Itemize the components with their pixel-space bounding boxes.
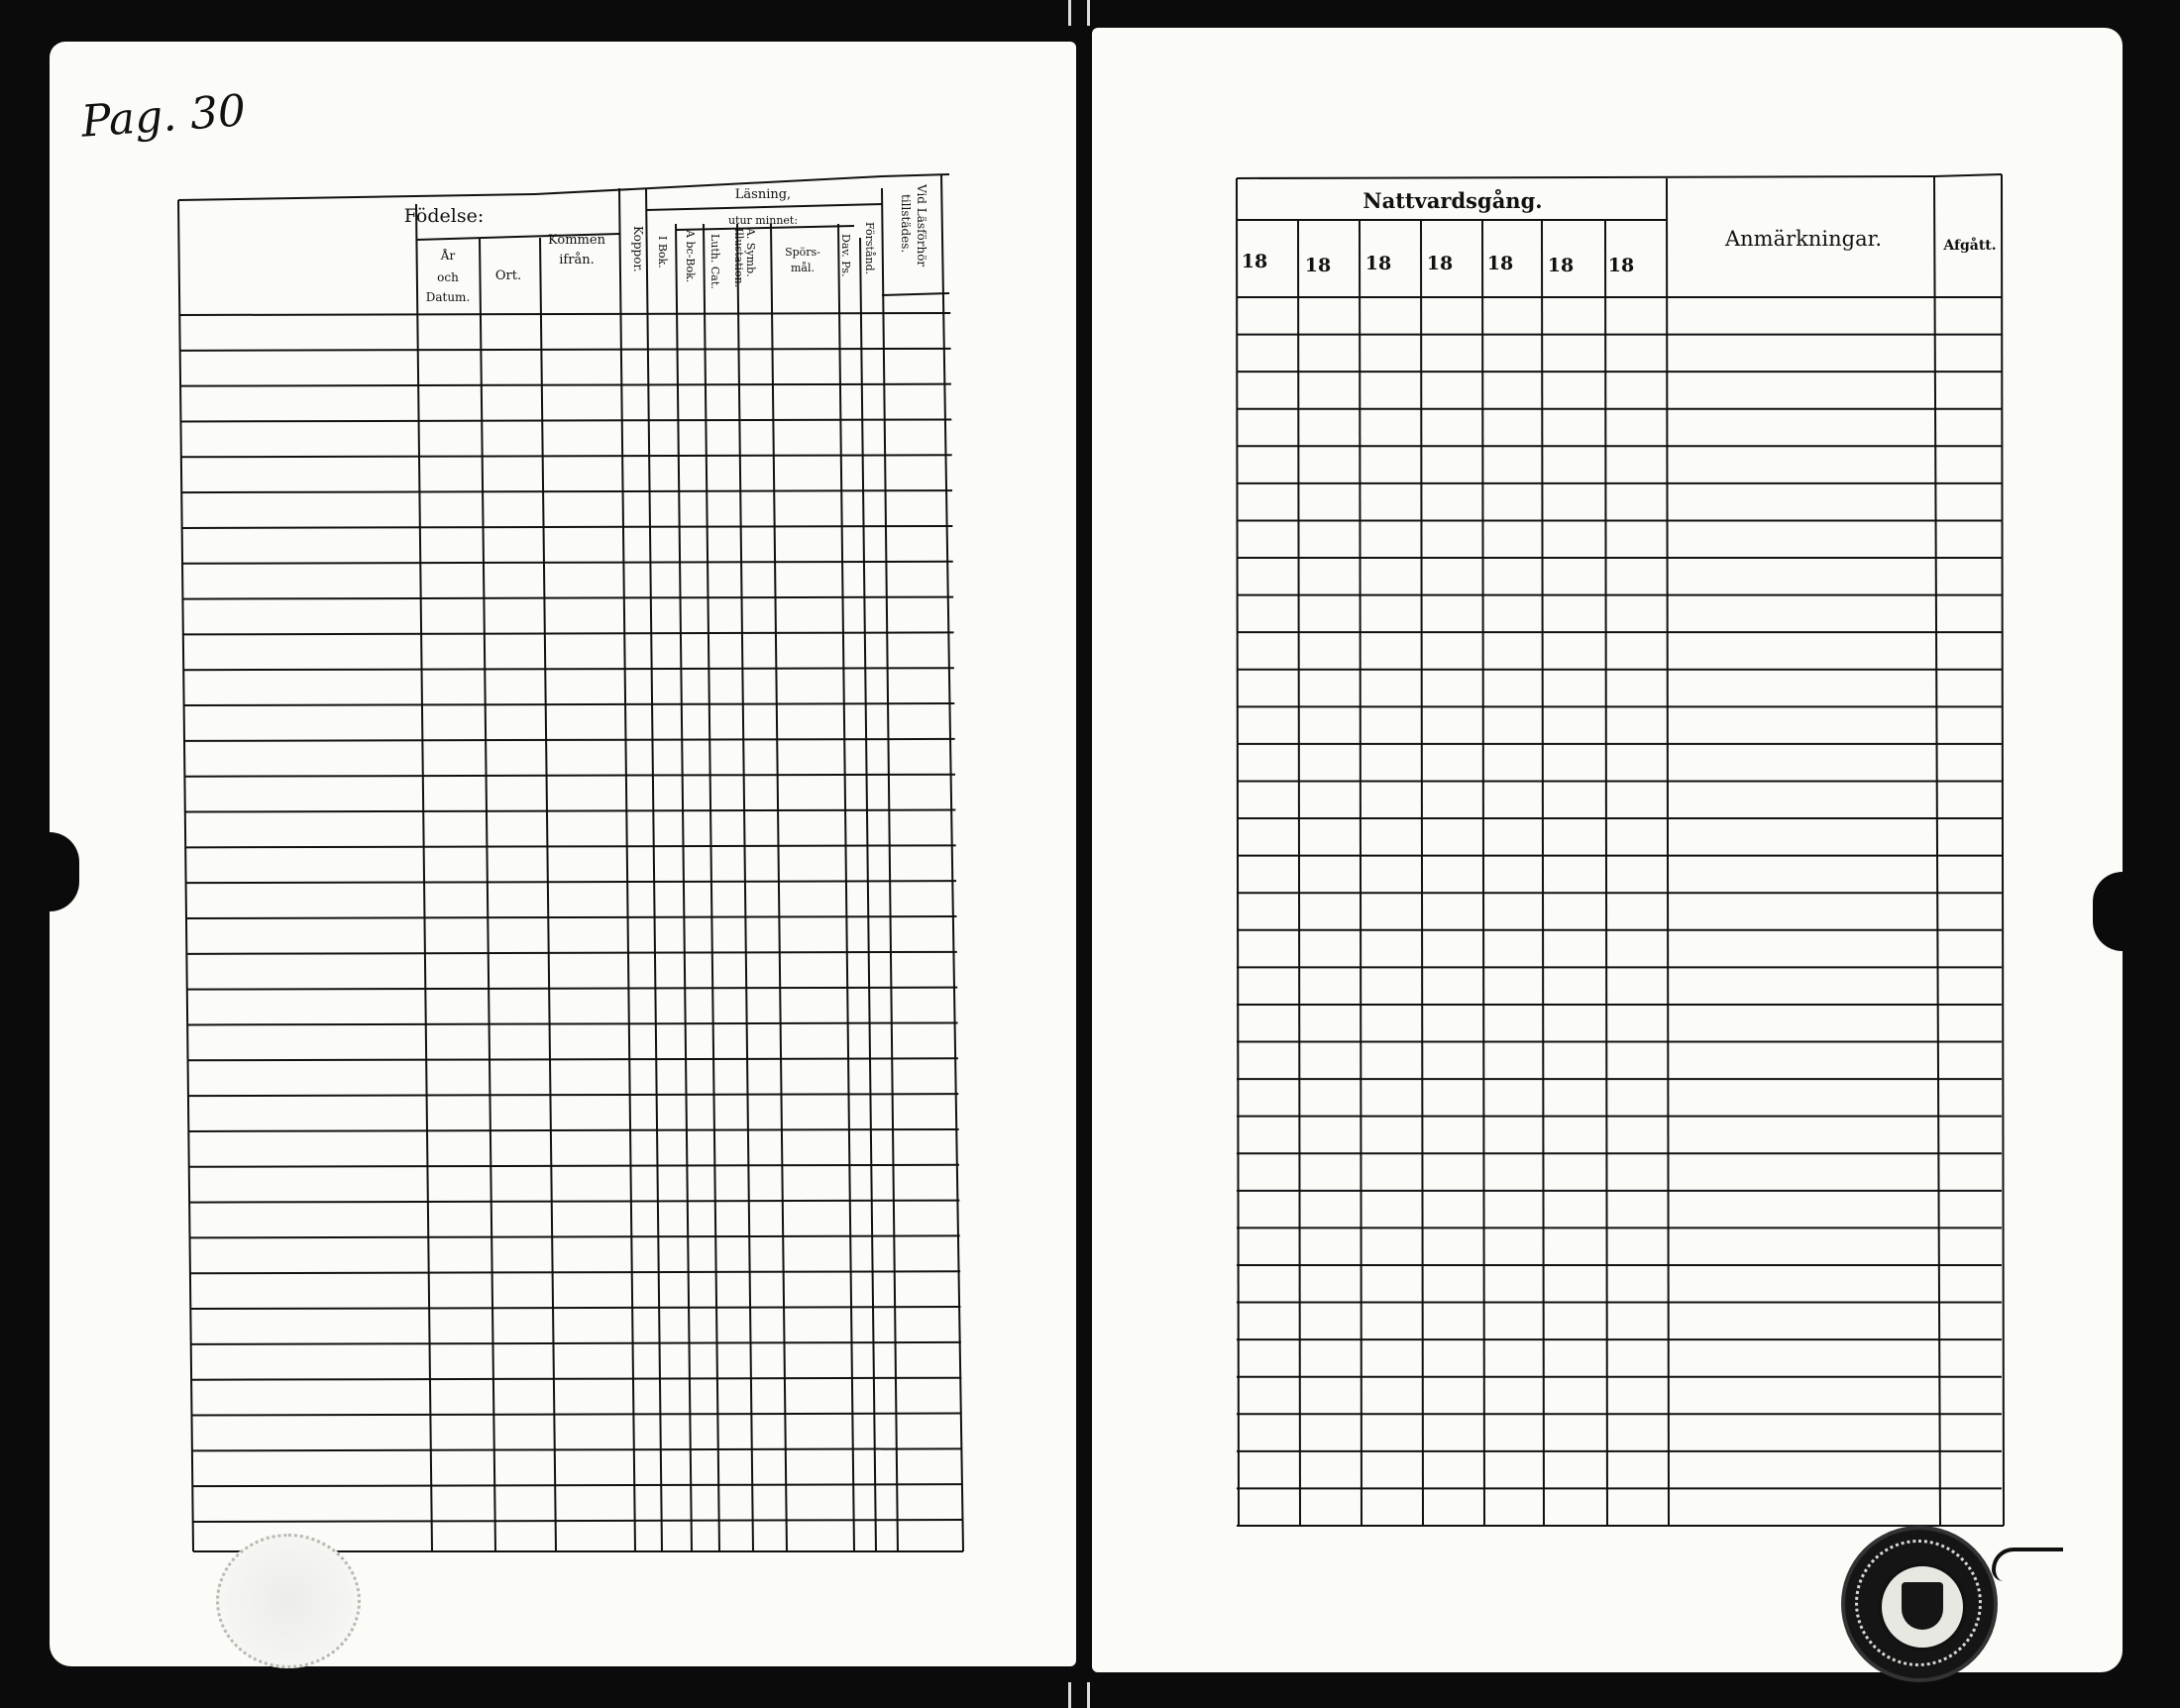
seal-shield-icon [1902, 1582, 1943, 1630]
header-anmarkningar: Anmärkningar. [1724, 227, 1883, 251]
faded-stamp [216, 1534, 361, 1668]
header-ifran: ifrån. [559, 253, 595, 267]
right-table-top-border [1237, 176, 1934, 178]
header-mal: mål. [790, 262, 816, 274]
header-year-4: 18 [1426, 253, 1454, 274]
header-utur-minnet: utur minnet: [727, 214, 799, 227]
header-dav-ps: Dav. Ps. [839, 234, 852, 277]
header-spors: Spörs- [785, 246, 820, 259]
right-table-year-column-rule [1360, 220, 1362, 1526]
header-year-5: 18 [1486, 253, 1514, 274]
header-afgatt: Afgått. [1943, 238, 1997, 254]
header-och: och [437, 270, 459, 284]
header-datum: Datum. [425, 290, 471, 304]
header-year-2: 18 [1304, 255, 1332, 276]
header-year-7: 18 [1607, 255, 1635, 276]
header-lasning: Läsning, [734, 187, 792, 202]
right-table-year-column-rule [1482, 220, 1484, 1526]
right-table-left-border [1237, 178, 1239, 1526]
page-number-label: Pag. 30 [79, 85, 248, 148]
header-illustation: Illustation. [732, 228, 745, 288]
right-table-column-rule [1934, 176, 1940, 1526]
header-fodelse: Födelse: [403, 205, 485, 227]
header-forstand: Förstånd. [863, 222, 876, 275]
seal-center [1879, 1563, 1966, 1651]
header-kommen: Kommen [548, 233, 605, 248]
right-table-column-rule [1667, 178, 1669, 1526]
right-table-right-border [2002, 174, 2004, 1526]
header-ar: År [440, 249, 456, 263]
header-a-symb: A. Symb. [744, 228, 757, 277]
right-table-year-column-rule [1298, 220, 1300, 1526]
header-luth-cat: Luth. Cat. [708, 234, 721, 289]
header-tillstades: tillstädes. [899, 194, 913, 254]
header-i-bok: I Bok. [656, 236, 669, 268]
header-nattvardsgang: Nattvardsgång. [1362, 188, 1543, 213]
header-year-1: 18 [1241, 251, 1268, 272]
right-table-year-column-rule [1542, 220, 1544, 1526]
header-koppor: Koppor. [631, 226, 645, 272]
right-table-year-column-rule [1421, 220, 1423, 1526]
header-vid-lasforhor: Vid Läsförhör [915, 184, 928, 267]
pen-mark [1992, 1548, 2063, 1581]
archive-seal [1841, 1526, 1998, 1682]
header-year-6: 18 [1547, 255, 1575, 276]
right-table-year-column-rule [1605, 220, 1607, 1526]
right-table-top-border [1934, 174, 2002, 176]
header-a-bc-bok: A bc-Bok. [684, 230, 697, 283]
header-year-3: 18 [1364, 253, 1392, 274]
header-ort: Ort. [494, 268, 522, 283]
